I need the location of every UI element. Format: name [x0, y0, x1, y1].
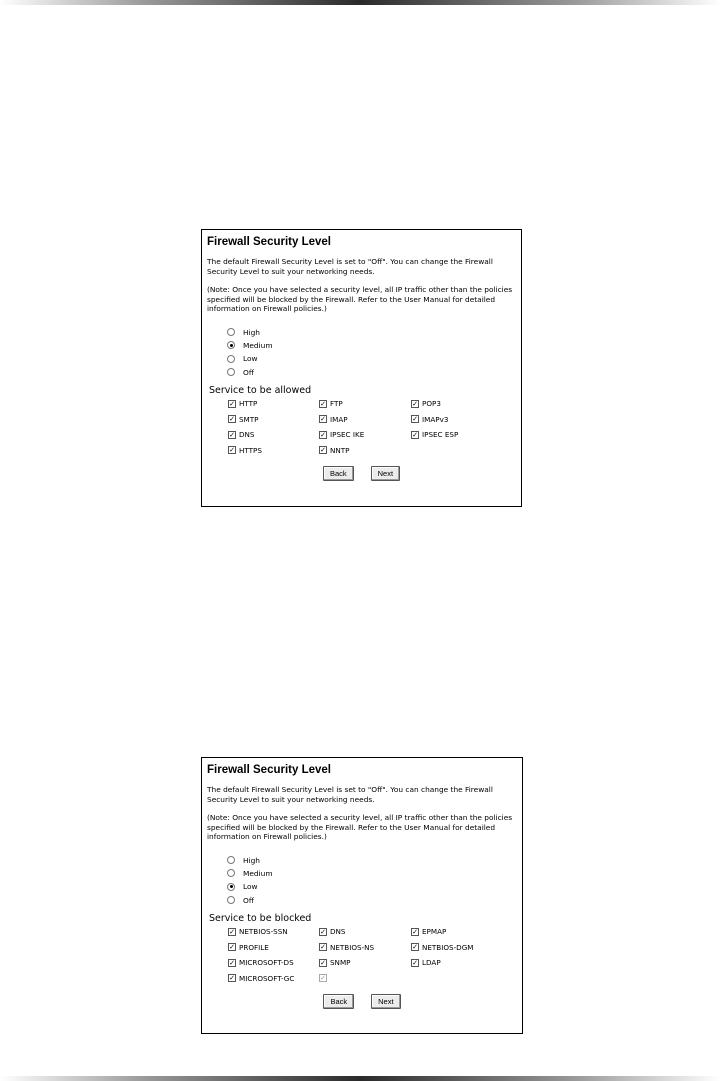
radio-button[interactable]: [227, 896, 235, 904]
service-epmap[interactable]: [411, 926, 503, 939]
checkbox[interactable]: ✓: [229, 958, 235, 967]
panel-title: Firewall Security Level: [207, 236, 332, 248]
checkbox[interactable]: ✓: [229, 927, 235, 936]
checkbox[interactable]: ✓: [320, 399, 326, 408]
service-smtp[interactable]: [228, 413, 319, 426]
service-http[interactable]: [228, 398, 319, 411]
service-microsoft-gc[interactable]: [228, 972, 319, 985]
service-imapv3[interactable]: [411, 413, 503, 426]
level-label: Off: [243, 367, 254, 377]
next-button[interactable]: Next: [371, 994, 400, 1009]
checkbox[interactable]: ✓: [229, 399, 235, 408]
radio-button-selected[interactable]: [227, 341, 235, 349]
service-label: HTTP: [239, 399, 258, 409]
checkbox-disabled: ✓: [320, 974, 326, 983]
service-label: FTP: [330, 399, 343, 409]
checkbox[interactable]: ✓: [229, 415, 235, 424]
service-label: DNS: [239, 430, 255, 440]
radio-button[interactable]: [227, 328, 235, 336]
radio-button[interactable]: [227, 355, 235, 363]
service-label: MICROSOFT-DS: [239, 958, 294, 968]
service-dns[interactable]: [228, 429, 319, 442]
service-snmp[interactable]: [319, 957, 411, 970]
intro-text: The default Firewall Security Level is set to "Off". You can change the Firewall Security Level to suit your networking needs.: [207, 257, 493, 276]
service-label: LDAP: [422, 958, 441, 968]
checkbox[interactable]: ✓: [320, 415, 326, 424]
services-grid: [228, 398, 516, 457]
level-option-off[interactable]: [227, 365, 516, 378]
checkbox[interactable]: ✓: [320, 958, 326, 967]
service-ipsec-esp[interactable]: [411, 429, 503, 442]
note-text: (Note: Once you have selected a security level, all IP traffic other than the policies specified will be blocked by the Firewall. Refer to the User Manual for detailed information on Firewall policies.): [207, 285, 513, 313]
service-ldap[interactable]: [411, 957, 503, 970]
checkbox[interactable]: ✓: [412, 943, 418, 952]
service-label: IMAP: [330, 414, 348, 424]
radio-button[interactable]: [227, 368, 235, 376]
service-label: POP3: [422, 399, 441, 409]
next-button[interactable]: Next: [371, 466, 400, 481]
service-label: DNS: [330, 927, 346, 937]
services-section-title: Service to be blocked: [209, 912, 312, 924]
checkbox[interactable]: ✓: [320, 927, 326, 936]
note-text: (Note: Once you have selected a security level, all IP traffic other than the policies specified will be blocked by the Firewall. Refer to the User Manual for detailed information on Firewall policies.): [207, 813, 513, 841]
level-label: Low: [243, 354, 258, 364]
level-option-medium[interactable]: [227, 867, 517, 880]
service-ftp[interactable]: [319, 398, 411, 411]
service-netbios-ns[interactable]: [319, 941, 411, 954]
radio-button-selected[interactable]: [227, 883, 235, 891]
checkbox[interactable]: ✓: [412, 430, 418, 439]
radio-button[interactable]: [227, 869, 235, 877]
service-profile[interactable]: [228, 941, 319, 954]
checkbox[interactable]: ✓: [320, 943, 326, 952]
service-pop3[interactable]: [411, 398, 503, 411]
level-label: Low: [243, 882, 258, 892]
service-label: EPMAP: [422, 927, 447, 937]
service-dns[interactable]: [319, 926, 411, 939]
radio-button[interactable]: [227, 856, 235, 864]
nav-buttons: [207, 994, 517, 1009]
firewall-panel-allowed: [201, 229, 522, 507]
security-level-group: [227, 854, 517, 907]
checkbox[interactable]: ✓: [229, 446, 235, 455]
service-label: SMTP: [239, 414, 259, 424]
service-label: MICROSOFT-GC: [239, 973, 295, 983]
service-label: HTTPS: [239, 445, 262, 455]
level-label: Medium: [243, 868, 273, 878]
level-label: Medium: [243, 340, 273, 350]
top-decorative-bar: [0, 0, 720, 5]
service-nntp[interactable]: [319, 444, 411, 457]
nav-buttons: [207, 466, 516, 481]
checkbox[interactable]: ✓: [229, 943, 235, 952]
level-label: High: [243, 855, 260, 865]
checkbox[interactable]: ✓: [229, 430, 235, 439]
service-label: NNTP: [330, 445, 350, 455]
service-ipsec-ike[interactable]: [319, 429, 411, 442]
checkbox[interactable]: ✓: [412, 415, 418, 424]
service-label: IMAPv3: [422, 414, 449, 424]
checkbox[interactable]: ✓: [320, 430, 326, 439]
checkbox[interactable]: ✓: [320, 446, 326, 455]
level-label: High: [243, 327, 260, 337]
bottom-decorative-bar: [0, 1076, 720, 1081]
service-label: NETBIOS-NS: [330, 942, 375, 952]
service-netbios-dgm[interactable]: [411, 941, 503, 954]
level-option-medium[interactable]: [227, 339, 516, 352]
service-label: NETBIOS-DGM: [422, 942, 474, 952]
checkbox[interactable]: ✓: [412, 927, 418, 936]
panel-title: Firewall Security Level: [207, 764, 332, 776]
security-level-group: [227, 326, 516, 379]
back-button[interactable]: Back: [323, 994, 354, 1009]
services-grid: [228, 926, 517, 985]
service-disabled: [319, 972, 411, 985]
back-button[interactable]: Back: [323, 466, 354, 481]
service-imap[interactable]: [319, 413, 411, 426]
level-option-high[interactable]: [227, 854, 517, 867]
level-option-low[interactable]: [227, 880, 517, 893]
service-label: SNMP: [330, 958, 351, 968]
level-option-off[interactable]: [227, 893, 517, 906]
firewall-panel-blocked: [201, 757, 523, 1034]
service-https[interactable]: [228, 444, 319, 457]
service-netbios-ssn[interactable]: [228, 926, 319, 939]
service-label: IPSEC IKE: [330, 430, 365, 440]
service-label: IPSEC ESP: [422, 430, 459, 440]
intro-text: The default Firewall Security Level is set to "Off". You can change the Firewall Security Level to suit your networking needs.: [207, 785, 493, 804]
service-label: PROFILE: [239, 942, 269, 952]
level-option-high[interactable]: [227, 326, 516, 339]
services-section-title: Service to be allowed: [209, 384, 312, 396]
checkbox[interactable]: ✓: [412, 399, 418, 408]
checkbox[interactable]: ✓: [412, 958, 418, 967]
checkbox[interactable]: ✓: [229, 974, 235, 983]
level-label: Off: [243, 895, 254, 905]
service-label: NETBIOS-SSN: [239, 927, 288, 937]
service-microsoft-ds[interactable]: [228, 957, 319, 970]
level-option-low[interactable]: [227, 352, 516, 365]
